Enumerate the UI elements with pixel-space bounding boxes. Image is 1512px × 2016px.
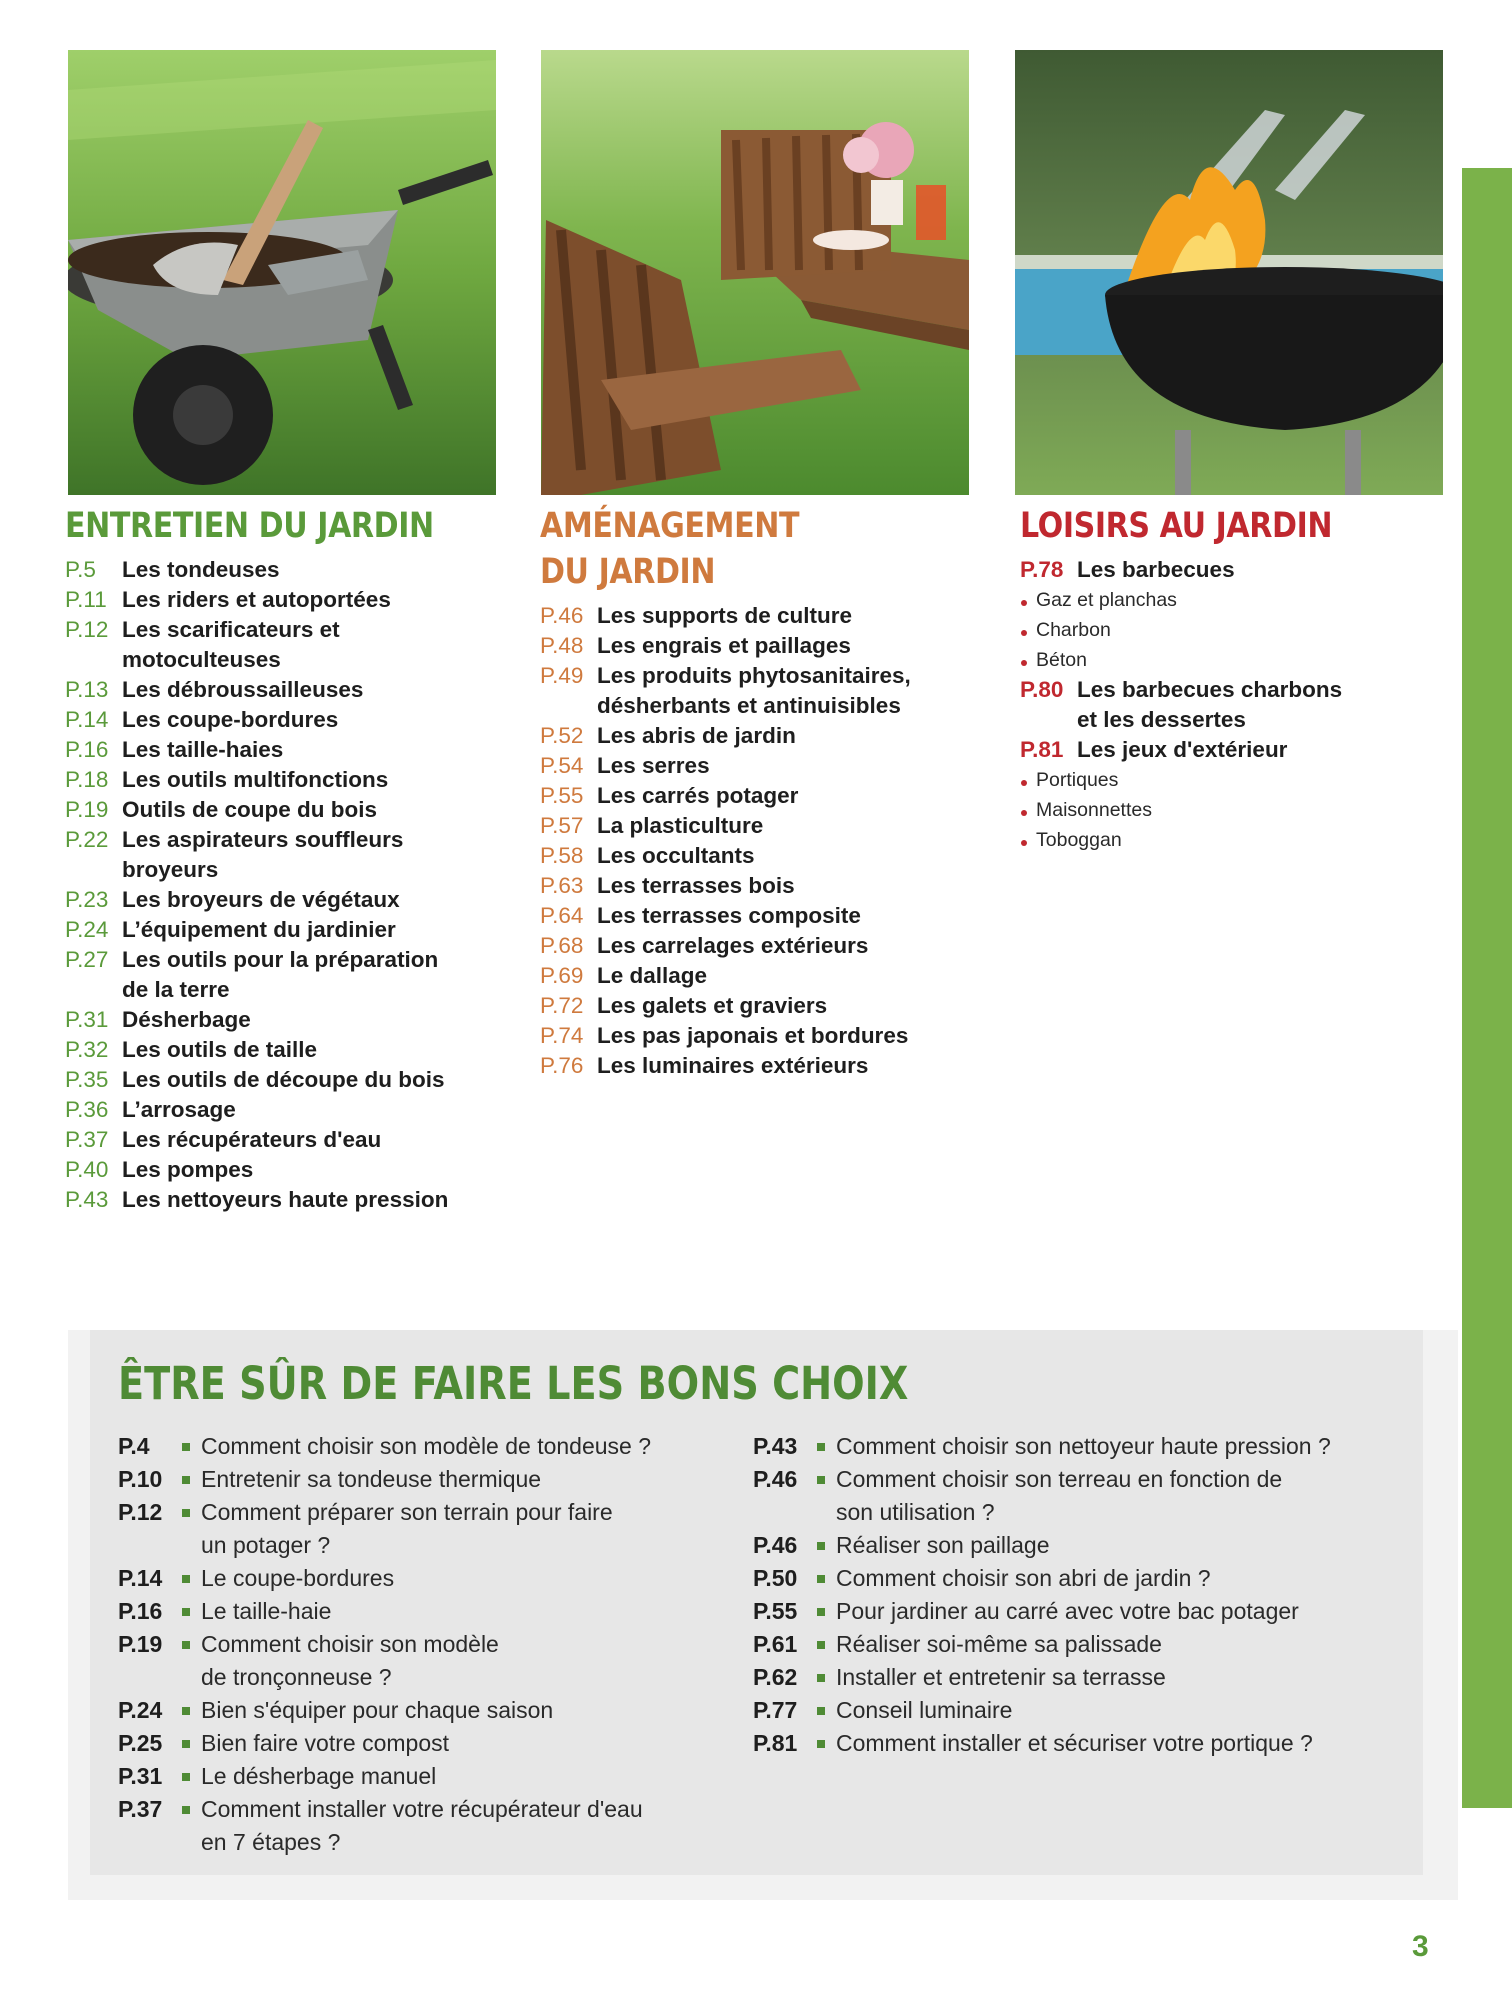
square-bullet-icon (182, 1575, 190, 1583)
tip-item (118, 1727, 738, 1760)
section-entretien (65, 503, 505, 1215)
toc-entry (65, 555, 505, 585)
toc-page-ref: P.78 (1020, 557, 1064, 582)
toc-entry (540, 931, 980, 961)
tip-text: Comment choisir son modèle (201, 1631, 499, 1657)
toc-entry (540, 991, 980, 1021)
tip-item (753, 1661, 1413, 1694)
tip-item (753, 1694, 1413, 1727)
toc-entry (540, 871, 980, 901)
toc-entry-title: Les débroussailleuses (122, 677, 364, 702)
toc-page-ref: P.68 (540, 933, 584, 958)
square-bullet-icon (182, 1476, 190, 1484)
tip-text: Pour jardiner au carré avec votre bac potager (836, 1598, 1299, 1624)
square-bullet-icon (182, 1740, 190, 1748)
toc-entry-title: Les barbecues (1077, 557, 1235, 582)
toc-page-ref: P.23 (65, 887, 109, 912)
tip-item (118, 1562, 738, 1595)
tip-page-ref: P.46 (753, 1466, 798, 1492)
square-bullet-icon (817, 1476, 825, 1484)
square-bullet-icon (182, 1641, 190, 1649)
toc-entry (1020, 675, 1460, 735)
tip-page-ref: P.43 (753, 1433, 798, 1459)
toc-entry (65, 585, 505, 615)
square-bullet-icon (817, 1575, 825, 1583)
tip-text: Bien s'équiper pour chaque saison (201, 1697, 554, 1723)
toc-entry-title: La plasticulture (597, 813, 764, 838)
tips-list-right (753, 1430, 1413, 1760)
toc-page-ref: P.54 (540, 753, 584, 778)
square-bullet-icon (817, 1443, 825, 1451)
garden-furniture-photo (541, 50, 969, 495)
tip-text: Le désherbage manuel (201, 1763, 437, 1789)
toc-entry-title: Les coupe-bordures (122, 707, 339, 732)
toc-entry-title: Les riders et autoportées (122, 587, 391, 612)
toc-subitem: Charbon (1020, 615, 1460, 645)
section-heading: LOISIRS AU JARDIN (1020, 506, 1333, 546)
toc-entry (540, 901, 980, 931)
tip-text: Comment choisir son terreau en fonction de (836, 1466, 1283, 1492)
toc-list (1020, 555, 1460, 855)
tip-page-ref: P.19 (118, 1631, 163, 1657)
toc-entry (540, 1021, 980, 1051)
square-bullet-icon (817, 1641, 825, 1649)
toc-page-ref: P.22 (65, 827, 109, 852)
tip-text: Bien faire votre compost (201, 1730, 450, 1756)
toc-page-ref: P.48 (540, 633, 584, 658)
page-number: 3 (1412, 1930, 1429, 1963)
toc-entry-title: Les outils de taille (122, 1037, 318, 1062)
toc-page-ref: P.52 (540, 723, 584, 748)
toc-entry (540, 961, 980, 991)
toc-page-ref: P.19 (65, 797, 109, 822)
toc-entry (65, 945, 505, 1005)
toc-page-ref: P.16 (65, 737, 109, 762)
toc-entry-title: Les pompes (122, 1157, 254, 1182)
tip-text: Comment préparer son terrain pour faire (201, 1499, 613, 1525)
toc-entry-title: Les récupérateurs d'eau (122, 1127, 382, 1152)
tip-text: Réaliser son paillage (836, 1532, 1050, 1558)
toc-entry-title: Les outils de découpe du bois (122, 1067, 445, 1092)
tips-list-left (118, 1430, 738, 1859)
toc-entry (65, 1155, 505, 1185)
toc-page-ref: P.37 (65, 1127, 109, 1152)
section-heading: ENTRETIEN DU JARDIN (65, 506, 434, 546)
tip-text: Conseil luminaire (836, 1697, 1013, 1723)
tip-text: Comment choisir son abri de jardin ? (836, 1565, 1211, 1591)
toc-entry-title: Les barbecues charbons (1077, 677, 1343, 702)
section-amenagement (540, 503, 980, 1081)
section-loisirs (1020, 503, 1460, 855)
tip-page-ref: P.61 (753, 1631, 798, 1657)
tip-text: Comment choisir son nettoyeur haute pression ? (836, 1433, 1331, 1459)
tip-page-ref: P.14 (118, 1565, 163, 1591)
toc-entry-title: Le dallage (597, 963, 708, 988)
tip-item (118, 1694, 738, 1727)
toc-entry (65, 765, 505, 795)
toc-entry (540, 721, 980, 751)
toc-entry-title: L’équipement du jardinier (122, 917, 396, 942)
wheelbarrow-photo (68, 50, 496, 495)
tip-page-ref: P.50 (753, 1565, 798, 1591)
toc-entry-title: Les terrasses composite (597, 903, 861, 928)
tip-page-ref: P.55 (753, 1598, 798, 1624)
toc-page-ref: P.18 (65, 767, 109, 792)
toc-page-ref: P.46 (540, 603, 584, 628)
toc-entry (65, 1095, 505, 1125)
square-bullet-icon (817, 1608, 825, 1616)
toc-entry (1020, 735, 1460, 765)
tip-item (753, 1463, 1413, 1529)
toc-page-ref: P.11 (65, 587, 107, 612)
toc-entry-title: Les outils pour la préparation (122, 947, 439, 972)
toc-subitem: Toboggan (1020, 825, 1460, 855)
tip-page-ref: P.25 (118, 1730, 163, 1756)
toc-entry-title: Les terrasses bois (597, 873, 795, 898)
tip-item (118, 1496, 738, 1562)
toc-entry-title: de la terre (122, 977, 230, 1002)
square-bullet-icon (182, 1509, 190, 1517)
toc-entry (540, 781, 980, 811)
tip-item (118, 1793, 738, 1859)
toc-page-ref: P.40 (65, 1157, 109, 1182)
toc-entry (540, 811, 980, 841)
square-bullet-icon (182, 1806, 190, 1814)
toc-page-ref: P.80 (1020, 677, 1064, 702)
toc-subitem: Maisonnettes (1020, 795, 1460, 825)
toc-page-ref: P.36 (65, 1097, 109, 1122)
toc-page-ref: P.57 (540, 813, 584, 838)
toc-entry-title: Les broyeurs de végétaux (122, 887, 400, 912)
tip-item (118, 1628, 738, 1694)
toc-entry (540, 631, 980, 661)
toc-page-ref: P.35 (65, 1067, 109, 1092)
toc-entry (65, 915, 505, 945)
square-bullet-icon (182, 1608, 190, 1616)
toc-entry (65, 825, 505, 885)
toc-page-ref: P.43 (65, 1187, 109, 1212)
toc-entry (65, 1185, 505, 1215)
tip-text: Réaliser soi-même sa palissade (836, 1631, 1162, 1657)
tip-page-ref: P.24 (118, 1697, 163, 1723)
toc-entry (65, 735, 505, 765)
tip-item (753, 1562, 1413, 1595)
toc-entry-title: Les carrelages extérieurs (597, 933, 869, 958)
square-bullet-icon (817, 1707, 825, 1715)
toc-entry-title: Les taille-haies (122, 737, 284, 762)
tip-page-ref: P.62 (753, 1664, 798, 1690)
toc-entry-title: désherbants et antinuisibles (597, 693, 901, 718)
toc-entry-title: motoculteuses (122, 647, 281, 672)
tip-item (118, 1760, 738, 1793)
tips-box (90, 1330, 1423, 1875)
square-bullet-icon (182, 1443, 190, 1451)
toc-entry-title: Les supports de culture (597, 603, 853, 628)
toc-entry-title: et les dessertes (1077, 707, 1246, 732)
toc-entry (1020, 555, 1460, 585)
sidebar-accent-bar (1462, 168, 1512, 1808)
toc-entry (65, 1005, 505, 1035)
toc-entry-title: L’arrosage (122, 1097, 236, 1122)
tip-item (753, 1529, 1413, 1562)
tip-page-ref: P.37 (118, 1796, 163, 1822)
square-bullet-icon (182, 1773, 190, 1781)
toc-page-ref: P.31 (65, 1007, 109, 1032)
tip-item (118, 1463, 738, 1496)
tip-text: Entretenir sa tondeuse thermique (201, 1466, 542, 1492)
toc-entry (65, 1065, 505, 1095)
tip-page-ref: P.31 (118, 1763, 163, 1789)
tip-text: de tronçonneuse ? (201, 1664, 392, 1690)
tip-item (753, 1595, 1413, 1628)
toc-page-ref: P.13 (65, 677, 109, 702)
tip-item (753, 1727, 1413, 1760)
toc-entry (65, 705, 505, 735)
toc-page-ref: P.72 (540, 993, 584, 1018)
toc-entry (65, 1125, 505, 1155)
toc-page-ref: P.63 (540, 873, 584, 898)
toc-page-ref: P.49 (540, 663, 584, 688)
tip-text: en 7 étapes ? (201, 1829, 341, 1855)
tip-item (118, 1430, 738, 1463)
square-bullet-icon (817, 1740, 825, 1748)
toc-entry-title: Les produits phytosanitaires, (597, 663, 911, 688)
toc-entry-title: Les scarificateurs et (122, 617, 340, 642)
barbecue-photo (1015, 50, 1443, 495)
tip-page-ref: P.12 (118, 1499, 163, 1525)
toc-entry-title: Les serres (597, 753, 710, 778)
toc-page-ref: P.27 (65, 947, 109, 972)
toc-entry (65, 615, 505, 675)
square-bullet-icon (182, 1707, 190, 1715)
toc-subitem: Gaz et planchas (1020, 585, 1460, 615)
toc-page-ref: P.12 (65, 617, 109, 642)
square-bullet-icon (817, 1542, 825, 1550)
section-heading: AMÉNAGEMENT DU JARDIN (540, 506, 800, 592)
toc-page-ref: P.81 (1020, 737, 1064, 762)
toc-entry-title: Les galets et graviers (597, 993, 828, 1018)
toc-entry-title: Les tondeuses (122, 557, 280, 582)
toc-entry (65, 795, 505, 825)
toc-entry-title: Outils de coupe du bois (122, 797, 378, 822)
toc-entry-title: Les abris de jardin (597, 723, 796, 748)
tip-text: Comment choisir son modèle de tondeuse ? (201, 1433, 652, 1459)
toc-entry-title: Les occultants (597, 843, 755, 868)
toc-page-ref: P.76 (540, 1053, 584, 1078)
toc-entry (540, 751, 980, 781)
toc-entry-title: Les pas japonais et bordures (597, 1023, 909, 1048)
toc-subitem: Portiques (1020, 765, 1460, 795)
toc-entry-title: Les aspirateurs souffleurs (122, 827, 404, 852)
tip-text: un potager ? (201, 1532, 331, 1558)
toc-page-ref: P.32 (65, 1037, 109, 1062)
toc-page-ref: P.55 (540, 783, 584, 808)
tip-item (753, 1430, 1413, 1463)
toc-entry-title: Les engrais et paillages (597, 633, 851, 658)
toc-page-ref: P.64 (540, 903, 584, 928)
tip-item (118, 1595, 738, 1628)
toc-subitem: Béton (1020, 645, 1460, 675)
toc-entry (540, 661, 980, 721)
toc-page-ref: P.69 (540, 963, 584, 988)
toc-page-ref: P.24 (65, 917, 109, 942)
tip-page-ref: P.10 (118, 1466, 163, 1492)
toc-entry (65, 885, 505, 915)
toc-entry-title: Les nettoyeurs haute pression (122, 1187, 449, 1212)
tip-text: Installer et entretenir sa terrasse (836, 1664, 1166, 1690)
toc-page-ref: P.58 (540, 843, 584, 868)
toc-entry (540, 601, 980, 631)
toc-entry (65, 1035, 505, 1065)
toc-entry-title: Les jeux d'extérieur (1077, 737, 1288, 762)
toc-entry (65, 675, 505, 705)
tip-page-ref: P.16 (118, 1598, 163, 1624)
tip-text: Comment installer et sécuriser votre portique ? (836, 1730, 1313, 1756)
square-bullet-icon (817, 1674, 825, 1682)
toc-page-ref: P.74 (540, 1023, 584, 1048)
toc-list (540, 601, 980, 1081)
toc-entry-title: broyeurs (122, 857, 219, 882)
toc-entry-title: Les luminaires extérieurs (597, 1053, 869, 1078)
tip-text: Le coupe-bordures (201, 1565, 395, 1591)
tip-page-ref: P.46 (753, 1532, 798, 1558)
toc-page-ref: P.14 (65, 707, 109, 732)
toc-entry-title: Désherbage (122, 1007, 251, 1032)
toc-entry-title: Les carrés potager (597, 783, 799, 808)
toc-entry (540, 1051, 980, 1081)
toc-entry (540, 841, 980, 871)
tip-page-ref: P.81 (753, 1730, 798, 1756)
tips-box-title: ÊTRE SÛR DE FAIRE LES BONS CHOIX (118, 1357, 909, 1410)
toc-list (65, 555, 505, 1215)
tip-item (753, 1628, 1413, 1661)
tip-text: son utilisation ? (836, 1499, 995, 1525)
toc-page-ref: P.5 (65, 557, 96, 582)
tip-page-ref: P.4 (118, 1433, 150, 1459)
tip-page-ref: P.77 (753, 1697, 798, 1723)
tip-text: Le taille-haie (201, 1598, 332, 1624)
toc-entry-title: Les outils multifonctions (122, 767, 389, 792)
tip-text: Comment installer votre récupérateur d'eau (201, 1796, 643, 1822)
